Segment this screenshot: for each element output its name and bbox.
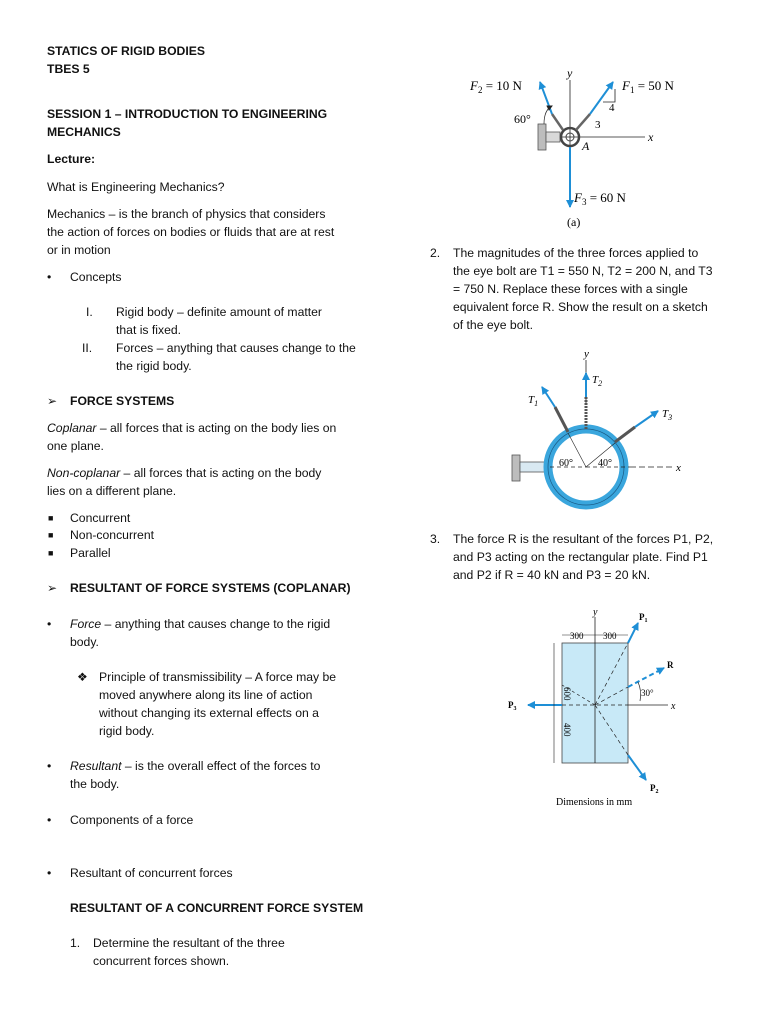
resultant-concurrent-item: Resultant of concurrent forces	[70, 866, 233, 880]
problem1-line2: concurrent forces shown.	[93, 954, 230, 968]
label-y: y	[593, 607, 598, 618]
course-code: TBES 5	[47, 62, 90, 76]
rigid-body-line2: that is fixed.	[116, 323, 182, 337]
roman-numeral-2: II.	[82, 341, 93, 355]
dim-600: 600	[562, 687, 572, 701]
coplanar-term: Coplanar	[47, 421, 97, 435]
force-t1-arrow	[542, 387, 555, 407]
label-p1	[639, 612, 648, 624]
arrow-bullet: ➢	[47, 581, 58, 595]
dim-300-right: 300	[603, 631, 617, 641]
transmissibility-line1: Principle of transmissibility – A force may be	[99, 670, 337, 684]
force-t3-arrow	[635, 411, 658, 427]
label-p1-sub: 1	[644, 618, 648, 624]
force-f2-arrow	[540, 82, 552, 114]
figure-c-rectangular-plate	[500, 605, 700, 815]
bullet-dot: •	[47, 270, 52, 284]
transmissibility-line4: rigid body.	[99, 724, 155, 738]
label-t3-symbol: T	[662, 408, 669, 420]
bullet-dot: •	[47, 617, 52, 631]
force-def: – anything that causes change to the rigid	[101, 617, 331, 631]
bolt-shank	[546, 132, 560, 142]
roman-numeral-1: I.	[86, 305, 93, 319]
noncoplanar-line1	[47, 465, 362, 483]
cable-t3	[615, 427, 635, 442]
label-angle-30: 30°	[641, 688, 654, 698]
cable-t1	[555, 407, 568, 432]
problem2-line4: equivalent force R. Show the result on a sketch	[453, 300, 708, 314]
figure-c-caption: Dimensions in mm	[556, 797, 633, 808]
coplanar-line1	[47, 420, 362, 438]
force-def-line2: body.	[70, 635, 99, 649]
bullet-dot: •	[47, 759, 52, 773]
label-point-a: A	[582, 139, 590, 153]
mechanics-definition-line3: or in motion	[47, 243, 111, 257]
label-t3-sub: 3	[668, 413, 673, 422]
label-t2	[592, 374, 602, 388]
diamond-bullet: ❖	[77, 670, 88, 684]
wall-bracket	[512, 455, 520, 481]
forces-def-line1: Forces – anything that causes change to the	[116, 341, 356, 355]
problem3-number: 3.	[430, 532, 441, 546]
label-f3-sub: 3	[581, 197, 587, 207]
label-p2	[650, 783, 659, 795]
label-angle-60: 60°	[559, 458, 573, 469]
problem2-line3: = 750 N. Replace these forces with a single	[453, 282, 688, 296]
problem3-line1: The force R is the resultant of the forces P1, P2,	[453, 532, 714, 546]
figure-b-eye-bolt	[500, 345, 700, 515]
rope-f1	[576, 114, 590, 130]
concepts-item: Concepts	[70, 270, 122, 284]
noncoplanar-term: Non-coplanar	[47, 466, 121, 480]
mechanics-definition-line1: Mechanics – is the branch of physics that considers	[47, 207, 326, 221]
mechanics-definition-line2: the action of forces on bodies or fluids that are at rest	[47, 225, 335, 239]
transmissibility-line2: moved anywhere along its line of action	[99, 688, 313, 702]
label-x: x	[671, 701, 676, 712]
force-p2-arrow	[628, 755, 646, 780]
lecture-label: Lecture:	[47, 152, 96, 166]
resultant-def-line1	[70, 758, 320, 776]
problem2-number: 2.	[430, 246, 441, 260]
figure-a-three-forces	[460, 62, 700, 232]
type-concurrent: Concurrent	[70, 511, 131, 525]
problem3-line3: and P2 if R = 40 kN and P3 = 20 kN.	[453, 568, 651, 582]
course-title: STATICS OF RIGID BODIES	[47, 44, 205, 58]
label-f1	[621, 78, 675, 95]
problem3-line2: and P3 acting on the rectangular plate. Find P1	[453, 550, 708, 564]
bullet-dot: •	[47, 813, 52, 827]
resultant-heading: RESULTANT OF FORCE SYSTEMS (COPLANAR)	[70, 581, 351, 595]
label-f2	[469, 78, 523, 95]
label-three: 3	[595, 119, 601, 131]
slope-triangle	[603, 89, 615, 102]
label-t1	[528, 394, 538, 408]
problem2-line1: The magnitudes of the three forces applied to	[453, 246, 699, 260]
resultant-def-line2: the body.	[70, 777, 120, 791]
type-nonconcurrent: Non-concurrent	[70, 528, 154, 542]
forces-def-line2: the rigid body.	[116, 359, 192, 373]
label-r: R	[667, 660, 674, 670]
transmissibility-line3: without changing its external effects on a	[99, 706, 319, 720]
label-p3	[508, 700, 517, 712]
problem2-line5: of the eye bolt.	[453, 318, 533, 332]
label-four: 4	[609, 102, 615, 114]
label-t1-sub: 1	[534, 399, 539, 408]
square-bullet: ■	[48, 548, 54, 558]
rope-f2	[552, 114, 563, 130]
label-p3-sub: 3	[513, 706, 517, 712]
label-p2-symbol: P	[650, 783, 656, 793]
force-def-line1	[70, 616, 330, 634]
label-p2-sub: 2	[655, 789, 659, 795]
dim-300-left: 300	[570, 631, 584, 641]
question-text: What is Engineering Mechanics?	[47, 180, 225, 194]
problem1-number: 1.	[70, 936, 81, 950]
problem1-line1: Determine the resultant of the three	[93, 936, 285, 950]
noncoplanar-def: – all forces that is acting on the body	[120, 466, 322, 480]
wall-bracket	[538, 124, 546, 150]
label-t1-symbol: T	[528, 394, 535, 406]
label-x: x	[676, 462, 681, 474]
coplanar-def: – all forces that is acting on the body lies on	[96, 421, 337, 435]
label-f1-symbol: F	[622, 78, 630, 93]
label-t2-symbol: T	[592, 374, 599, 386]
label-t3	[662, 408, 672, 422]
arrow-bullet: ➢	[47, 394, 58, 408]
figure-a-caption: (a)	[567, 215, 581, 229]
label-p1-symbol: P	[639, 612, 645, 622]
label-x: x	[648, 130, 654, 144]
label-angle-60: 60°	[514, 112, 531, 126]
label-f3-val: = 60 N	[586, 190, 626, 205]
label-t2-sub: 2	[598, 379, 603, 388]
resultant-def: – is the overall effect of the forces to	[121, 759, 321, 773]
square-bullet: ■	[48, 513, 54, 523]
concurrent-system-heading: RESULTANT OF A CONCURRENT FORCE SYSTEM	[70, 901, 364, 915]
bullet-dot: •	[47, 866, 52, 880]
type-parallel: Parallel	[70, 546, 111, 560]
session-heading-line2: MECHANICS	[47, 125, 121, 139]
dim-400: 400	[562, 723, 572, 737]
label-f1-val: = 50 N	[634, 78, 674, 93]
components-item: Components of a force	[70, 813, 194, 827]
label-angle-40: 40°	[598, 458, 612, 469]
noncoplanar-line2: lies on a different plane.	[47, 484, 177, 498]
square-bullet: ■	[48, 530, 54, 540]
coplanar-line2: one plane.	[47, 439, 104, 453]
force-p1-arrow	[628, 623, 638, 643]
label-y: y	[567, 66, 573, 80]
force-systems-heading: FORCE SYSTEMS	[70, 394, 175, 408]
problem2-line2: the eye bolt are T1 = 550 N, T2 = 200 N, and T3	[453, 264, 713, 278]
label-f3-symbol: F	[574, 190, 582, 205]
label-f1-sub: 1	[629, 85, 635, 95]
label-f2-sub: 2	[477, 85, 483, 95]
label-p3-symbol: P	[508, 700, 514, 710]
label-f3	[573, 190, 627, 207]
label-f2-val: = 10 N	[482, 78, 522, 93]
label-f2-symbol: F	[470, 78, 478, 93]
session-heading-line1: SESSION 1 – INTRODUCTION TO ENGINEERING	[47, 107, 328, 121]
rigid-body-line1: Rigid body – definite amount of matter	[116, 305, 322, 319]
resultant-term: Resultant	[70, 759, 122, 773]
force-term: Force	[70, 617, 102, 631]
resultant-r-arrow	[628, 668, 664, 687]
label-y: y	[584, 348, 589, 360]
